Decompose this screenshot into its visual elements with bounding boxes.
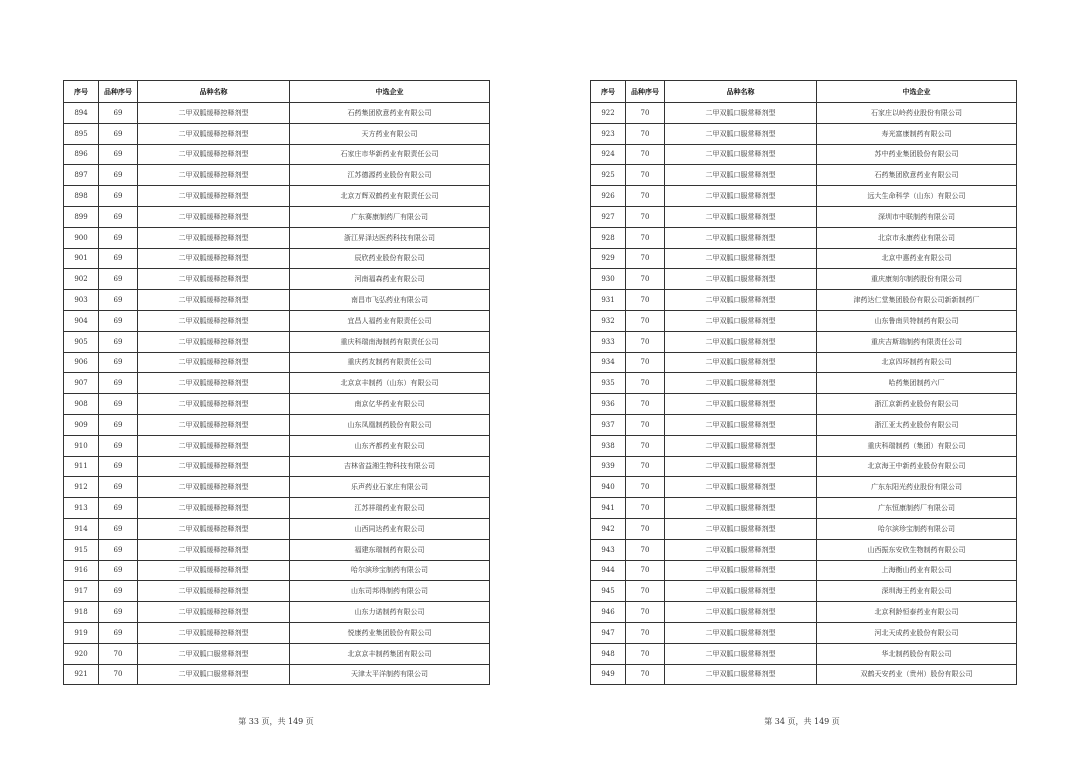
- cell-selected-company: 天津太平洋制药有限公司: [290, 664, 490, 685]
- cell-variety-name: 二甲双胍缓释控释剂型: [138, 498, 290, 519]
- cell-variety-number: 69: [99, 414, 138, 435]
- cell-selected-company: 北京海王中新药业股份有限公司: [817, 456, 1017, 477]
- table-row: [591, 518, 1017, 539]
- table-row: [591, 373, 1017, 394]
- table-row: [64, 144, 490, 165]
- cell-variety-number: 69: [99, 435, 138, 456]
- cell-variety-number: 70: [626, 394, 665, 415]
- cell-serial-number: 915: [64, 539, 99, 560]
- cell-variety-name: 二甲双胍缓释控释剂型: [138, 602, 290, 623]
- cell-variety-name: 二甲双胍缓释控释剂型: [138, 331, 290, 352]
- cell-serial-number: 948: [591, 643, 626, 664]
- cell-variety-name: 二甲双胍口服常释剂型: [665, 498, 817, 519]
- cell-variety-name: 二甲双胍缓释控释剂型: [138, 206, 290, 227]
- cell-selected-company: 石药集团欧意药业有限公司: [290, 103, 490, 124]
- cell-selected-company: 深圳市中联制药有限公司: [817, 206, 1017, 227]
- header-selected-company: 中选企业: [817, 81, 1017, 103]
- table-row: [591, 206, 1017, 227]
- cell-variety-number: 69: [99, 206, 138, 227]
- cell-variety-name: 二甲双胍缓释控释剂型: [138, 248, 290, 269]
- cell-serial-number: 926: [591, 186, 626, 207]
- table-row: [591, 269, 1017, 290]
- cell-serial-number: 920: [64, 643, 99, 664]
- cell-serial-number: 925: [591, 165, 626, 186]
- cell-selected-company: 北京利龄恒泰药业有限公司: [817, 602, 1017, 623]
- cell-selected-company: 吉林省益湘生物科技有限公司: [290, 456, 490, 477]
- cell-variety-number: 69: [99, 248, 138, 269]
- table-row: [64, 123, 490, 144]
- cell-variety-number: 70: [626, 206, 665, 227]
- table-header-row: [591, 81, 1017, 103]
- cell-serial-number: 937: [591, 414, 626, 435]
- cell-variety-number: 69: [99, 290, 138, 311]
- table-row: [64, 435, 490, 456]
- cell-selected-company: 宜昌人福药业有限责任公司: [290, 310, 490, 331]
- cell-variety-number: 69: [99, 103, 138, 124]
- cell-serial-number: 914: [64, 518, 99, 539]
- cell-selected-company: 石家庄市华新药业有限责任公司: [290, 144, 490, 165]
- cell-selected-company: 山东凤凰制药股份有限公司: [290, 414, 490, 435]
- cell-serial-number: 894: [64, 103, 99, 124]
- cell-selected-company: 乐声药业石家庄有限公司: [290, 477, 490, 498]
- cell-variety-number: 69: [99, 352, 138, 373]
- table-row: [591, 310, 1017, 331]
- cell-variety-number: 69: [99, 227, 138, 248]
- cell-variety-name: 二甲双胍缓释控释剂型: [138, 290, 290, 311]
- cell-variety-number: 70: [626, 498, 665, 519]
- left-page-table: [63, 80, 490, 685]
- cell-selected-company: 北京万辉双鹤药业有限责任公司: [290, 186, 490, 207]
- cell-serial-number: 919: [64, 622, 99, 643]
- cell-selected-company: 重庆康刻尔制药股份有限公司: [817, 269, 1017, 290]
- cell-variety-name: 二甲双胍口服常释剂型: [665, 456, 817, 477]
- cell-selected-company: 上海衡山药业有限公司: [817, 560, 1017, 581]
- cell-selected-company: 重庆吉斯瑞制药有限责任公司: [817, 331, 1017, 352]
- cell-variety-number: 69: [99, 539, 138, 560]
- cell-variety-name: 二甲双胍口服常释剂型: [665, 227, 817, 248]
- table-row: [591, 643, 1017, 664]
- cell-serial-number: 941: [591, 498, 626, 519]
- cell-variety-name: 二甲双胍口服常释剂型: [665, 414, 817, 435]
- cell-variety-name: 二甲双胍口服常释剂型: [665, 165, 817, 186]
- cell-serial-number: 895: [64, 123, 99, 144]
- cell-variety-number: 70: [626, 456, 665, 477]
- header-serial-number: 序号: [591, 81, 626, 103]
- cell-selected-company: 北京京丰制药（山东）有限公司: [290, 373, 490, 394]
- cell-serial-number: 904: [64, 310, 99, 331]
- cell-selected-company: 山东力诺制药有限公司: [290, 602, 490, 623]
- table-row: [64, 456, 490, 477]
- cell-selected-company: 辰欣药业股份有限公司: [290, 248, 490, 269]
- cell-selected-company: 南昌市飞弘药业有限公司: [290, 290, 490, 311]
- cell-variety-name: 二甲双胍口服常释剂型: [665, 310, 817, 331]
- cell-serial-number: 902: [64, 269, 99, 290]
- cell-selected-company: 石家庄以岭药业股份有限公司: [817, 103, 1017, 124]
- cell-variety-number: 69: [99, 144, 138, 165]
- cell-variety-number: 69: [99, 518, 138, 539]
- cell-variety-number: 70: [626, 269, 665, 290]
- cell-serial-number: 931: [591, 290, 626, 311]
- cell-variety-name: 二甲双胍口服常释剂型: [665, 206, 817, 227]
- cell-variety-name: 二甲双胍缓释控释剂型: [138, 186, 290, 207]
- cell-serial-number: 929: [591, 248, 626, 269]
- table-row: [591, 352, 1017, 373]
- table-row: [591, 622, 1017, 643]
- table-row: [64, 103, 490, 124]
- table-header-row: [64, 81, 490, 103]
- cell-variety-number: 69: [99, 394, 138, 415]
- cell-serial-number: 927: [591, 206, 626, 227]
- cell-selected-company: 浙江亚太药业股份有限公司: [817, 414, 1017, 435]
- cell-selected-company: 南京亿华药业有限公司: [290, 394, 490, 415]
- cell-serial-number: 949: [591, 664, 626, 685]
- cell-serial-number: 899: [64, 206, 99, 227]
- header-variety-number: 品种序号: [99, 81, 138, 103]
- cell-serial-number: 946: [591, 602, 626, 623]
- cell-variety-name: 二甲双胍口服常释剂型: [665, 123, 817, 144]
- cell-selected-company: 福建东瑞制药有限公司: [290, 539, 490, 560]
- header-variety-name: 品种名称: [138, 81, 290, 103]
- cell-variety-number: 70: [626, 414, 665, 435]
- cell-variety-name: 二甲双胍口服常释剂型: [665, 435, 817, 456]
- cell-variety-name: 二甲双胍缓释控释剂型: [138, 394, 290, 415]
- cell-selected-company: 浙江昇泽达医药科技有限公司: [290, 227, 490, 248]
- cell-selected-company: 远大生命科学（山东）有限公司: [817, 186, 1017, 207]
- table-row: [64, 477, 490, 498]
- cell-selected-company: 哈尔滨珍宝制药有限公司: [817, 518, 1017, 539]
- cell-serial-number: 905: [64, 331, 99, 352]
- cell-variety-number: 70: [626, 664, 665, 685]
- table-row: [64, 331, 490, 352]
- right-page-table: [590, 80, 1017, 685]
- cell-selected-company: 寿光富康制药有限公司: [817, 123, 1017, 144]
- cell-serial-number: 940: [591, 477, 626, 498]
- cell-variety-number: 69: [99, 310, 138, 331]
- cell-selected-company: 浙江京新药业股份有限公司: [817, 394, 1017, 415]
- cell-variety-name: 二甲双胍缓释控释剂型: [138, 622, 290, 643]
- cell-selected-company: 江苏祥瑞药业有限公司: [290, 498, 490, 519]
- cell-variety-number: 70: [626, 477, 665, 498]
- table-row: [64, 394, 490, 415]
- cell-selected-company: 重庆科瑞制药（集团）有限公司: [817, 435, 1017, 456]
- cell-selected-company: 山西振东安欣生物制药有限公司: [817, 539, 1017, 560]
- cell-variety-name: 二甲双胍缓释控释剂型: [138, 310, 290, 331]
- table-row: [64, 373, 490, 394]
- cell-variety-number: 70: [626, 103, 665, 124]
- cell-variety-name: 二甲双胍缓释控释剂型: [138, 352, 290, 373]
- cell-selected-company: 广东恒康制药厂有限公司: [817, 498, 1017, 519]
- cell-variety-name: 二甲双胍口服常释剂型: [665, 248, 817, 269]
- cell-variety-name: 二甲双胍缓释控释剂型: [138, 435, 290, 456]
- cell-selected-company: 双鹤天安药业（贵州）股份有限公司: [817, 664, 1017, 685]
- table-row: [64, 414, 490, 435]
- table-row: [64, 227, 490, 248]
- cell-variety-number: 69: [99, 123, 138, 144]
- cell-selected-company: 深圳海王药业有限公司: [817, 581, 1017, 602]
- table-row: [591, 331, 1017, 352]
- cell-variety-name: 二甲双胍口服常释剂型: [665, 331, 817, 352]
- cell-serial-number: 897: [64, 165, 99, 186]
- cell-serial-number: 921: [64, 664, 99, 685]
- cell-serial-number: 939: [591, 456, 626, 477]
- cell-variety-number: 70: [626, 186, 665, 207]
- table-row: [591, 435, 1017, 456]
- cell-selected-company: 苏中药业集团股份有限公司: [817, 144, 1017, 165]
- cell-variety-name: 二甲双胍缓释控释剂型: [138, 227, 290, 248]
- cell-serial-number: 912: [64, 477, 99, 498]
- cell-variety-number: 70: [626, 227, 665, 248]
- cell-variety-number: 70: [626, 560, 665, 581]
- table-row: [64, 206, 490, 227]
- table-row: [591, 144, 1017, 165]
- cell-variety-name: 二甲双胍缓释控释剂型: [138, 539, 290, 560]
- cell-variety-name: 二甲双胍口服常释剂型: [665, 373, 817, 394]
- cell-variety-name: 二甲双胍缓释控释剂型: [138, 581, 290, 602]
- cell-variety-name: 二甲双胍缓释控释剂型: [138, 518, 290, 539]
- cell-variety-name: 二甲双胍缓释控释剂型: [138, 373, 290, 394]
- cell-selected-company: 华北制药股份有限公司: [817, 643, 1017, 664]
- header-serial-number: 序号: [64, 81, 99, 103]
- cell-serial-number: 933: [591, 331, 626, 352]
- cell-selected-company: 河北天成药业股份有限公司: [817, 622, 1017, 643]
- cell-variety-number: 70: [99, 664, 138, 685]
- table-row: [591, 248, 1017, 269]
- cell-selected-company: 重庆药友制药有限责任公司: [290, 352, 490, 373]
- cell-variety-number: 69: [99, 456, 138, 477]
- cell-serial-number: 942: [591, 518, 626, 539]
- cell-variety-number: 70: [626, 602, 665, 623]
- cell-variety-number: 70: [626, 643, 665, 664]
- cell-serial-number: 917: [64, 581, 99, 602]
- cell-variety-name: 二甲双胍口服常释剂型: [138, 664, 290, 685]
- cell-variety-name: 二甲双胍缓释控释剂型: [138, 103, 290, 124]
- cell-variety-number: 70: [99, 643, 138, 664]
- cell-variety-name: 二甲双胍缓释控释剂型: [138, 414, 290, 435]
- cell-variety-name: 二甲双胍缓释控释剂型: [138, 165, 290, 186]
- table-row: [64, 581, 490, 602]
- cell-variety-name: 二甲双胍口服常释剂型: [665, 290, 817, 311]
- cell-variety-name: 二甲双胍口服常释剂型: [665, 581, 817, 602]
- cell-variety-name: 二甲双胍口服常释剂型: [665, 518, 817, 539]
- cell-variety-number: 70: [626, 435, 665, 456]
- cell-serial-number: 930: [591, 269, 626, 290]
- table-row: [591, 581, 1017, 602]
- cell-selected-company: 山东鲁南贝特制药有限公司: [817, 310, 1017, 331]
- cell-variety-name: 二甲双胍口服常释剂型: [138, 643, 290, 664]
- cell-variety-number: 69: [99, 373, 138, 394]
- cell-selected-company: 北京四环制药有限公司: [817, 352, 1017, 373]
- cell-serial-number: 916: [64, 560, 99, 581]
- cell-selected-company: 哈药集团制药六厂: [817, 373, 1017, 394]
- cell-selected-company: 北京京丰制药集团有限公司: [290, 643, 490, 664]
- table-row: [591, 394, 1017, 415]
- cell-serial-number: 901: [64, 248, 99, 269]
- table-row: [64, 602, 490, 623]
- cell-serial-number: 932: [591, 310, 626, 331]
- cell-serial-number: 900: [64, 227, 99, 248]
- cell-variety-name: 二甲双胍缓释控释剂型: [138, 269, 290, 290]
- table-row: [64, 186, 490, 207]
- cell-variety-name: 二甲双胍缓释控释剂型: [138, 456, 290, 477]
- cell-serial-number: 923: [591, 123, 626, 144]
- cell-variety-number: 69: [99, 269, 138, 290]
- table-row: [64, 352, 490, 373]
- table-row: [591, 186, 1017, 207]
- table-row: [64, 248, 490, 269]
- cell-variety-number: 69: [99, 165, 138, 186]
- table-row: [591, 456, 1017, 477]
- cell-variety-number: 69: [99, 331, 138, 352]
- cell-selected-company: 北京市永康药业有限公司: [817, 227, 1017, 248]
- cell-variety-number: 70: [626, 123, 665, 144]
- cell-variety-name: 二甲双胍口服常释剂型: [665, 394, 817, 415]
- cell-serial-number: 918: [64, 602, 99, 623]
- cell-selected-company: 广东东阳光药业股份有限公司: [817, 477, 1017, 498]
- table-row: [64, 560, 490, 581]
- cell-serial-number: 898: [64, 186, 99, 207]
- cell-selected-company: 哈尔滨珍宝制药有限公司: [290, 560, 490, 581]
- cell-variety-number: 70: [626, 622, 665, 643]
- cell-variety-name: 二甲双胍口服常释剂型: [665, 103, 817, 124]
- cell-variety-number: 70: [626, 310, 665, 331]
- table-row: [64, 622, 490, 643]
- cell-selected-company: 天方药业有限公司: [290, 123, 490, 144]
- cell-variety-name: 二甲双胍口服常释剂型: [665, 186, 817, 207]
- table-row: [591, 602, 1017, 623]
- cell-serial-number: 944: [591, 560, 626, 581]
- cell-variety-name: 二甲双胍口服常释剂型: [665, 269, 817, 290]
- cell-selected-company: 重庆科瑞南海制药有限责任公司: [290, 331, 490, 352]
- cell-variety-number: 70: [626, 518, 665, 539]
- table-row: [591, 227, 1017, 248]
- cell-variety-name: 二甲双胍缓释控释剂型: [138, 477, 290, 498]
- cell-selected-company: 广东赛康制药厂有限公司: [290, 206, 490, 227]
- table-row: [591, 165, 1017, 186]
- cell-variety-number: 69: [99, 186, 138, 207]
- cell-variety-name: 二甲双胍口服常释剂型: [665, 477, 817, 498]
- table-row: [64, 498, 490, 519]
- cell-variety-number: 69: [99, 498, 138, 519]
- table-row: [591, 539, 1017, 560]
- table-row: [591, 477, 1017, 498]
- cell-serial-number: 928: [591, 227, 626, 248]
- cell-variety-number: 69: [99, 581, 138, 602]
- page-footer-right: 第 34 页，共 149 页: [764, 717, 840, 726]
- cell-serial-number: 908: [64, 394, 99, 415]
- cell-variety-name: 二甲双胍口服常释剂型: [665, 643, 817, 664]
- table-row: [591, 664, 1017, 685]
- table-row: [64, 310, 490, 331]
- cell-selected-company: 山西同达药业有限公司: [290, 518, 490, 539]
- table-row: [64, 539, 490, 560]
- cell-variety-number: 69: [99, 477, 138, 498]
- cell-selected-company: 江苏德源药业股份有限公司: [290, 165, 490, 186]
- table-row: [591, 414, 1017, 435]
- cell-serial-number: 934: [591, 352, 626, 373]
- table-row: [591, 103, 1017, 124]
- cell-serial-number: 907: [64, 373, 99, 394]
- table-row: [64, 643, 490, 664]
- cell-serial-number: 903: [64, 290, 99, 311]
- table-row: [64, 290, 490, 311]
- cell-serial-number: 906: [64, 352, 99, 373]
- cell-serial-number: 936: [591, 394, 626, 415]
- cell-selected-company: 悦康药业集团股份有限公司: [290, 622, 490, 643]
- table-row: [591, 290, 1017, 311]
- left-table-body: [64, 103, 490, 685]
- right-table-body: [591, 103, 1017, 685]
- cell-variety-name: 二甲双胍口服常释剂型: [665, 560, 817, 581]
- cell-serial-number: 924: [591, 144, 626, 165]
- table-row: [64, 518, 490, 539]
- header-selected-company: 中选企业: [290, 81, 490, 103]
- cell-serial-number: 909: [64, 414, 99, 435]
- cell-variety-name: 二甲双胍缓释控释剂型: [138, 123, 290, 144]
- cell-serial-number: 935: [591, 373, 626, 394]
- cell-serial-number: 943: [591, 539, 626, 560]
- cell-serial-number: 896: [64, 144, 99, 165]
- cell-variety-number: 70: [626, 165, 665, 186]
- cell-serial-number: 938: [591, 435, 626, 456]
- cell-serial-number: 910: [64, 435, 99, 456]
- header-variety-number: 品种序号: [626, 81, 665, 103]
- cell-variety-number: 70: [626, 352, 665, 373]
- cell-selected-company: 山东司邦得制药有限公司: [290, 581, 490, 602]
- table-row: [591, 498, 1017, 519]
- table-row: [591, 560, 1017, 581]
- cell-variety-name: 二甲双胍口服常释剂型: [665, 622, 817, 643]
- cell-variety-number: 69: [99, 602, 138, 623]
- table-row: [64, 165, 490, 186]
- cell-variety-name: 二甲双胍口服常释剂型: [665, 352, 817, 373]
- cell-selected-company: 河南福森药业有限公司: [290, 269, 490, 290]
- cell-selected-company: 山东齐都药业有限公司: [290, 435, 490, 456]
- cell-variety-name: 二甲双胍口服常释剂型: [665, 539, 817, 560]
- cell-serial-number: 947: [591, 622, 626, 643]
- cell-selected-company: 北京中惠药业有限公司: [817, 248, 1017, 269]
- cell-variety-number: 70: [626, 144, 665, 165]
- cell-variety-number: 70: [626, 331, 665, 352]
- cell-serial-number: 922: [591, 103, 626, 124]
- cell-variety-number: 69: [99, 560, 138, 581]
- header-variety-name: 品种名称: [665, 81, 817, 103]
- cell-variety-name: 二甲双胍口服常释剂型: [665, 602, 817, 623]
- cell-serial-number: 945: [591, 581, 626, 602]
- cell-variety-number: 70: [626, 373, 665, 394]
- cell-variety-name: 二甲双胍口服常释剂型: [665, 664, 817, 685]
- cell-variety-name: 二甲双胍口服常释剂型: [665, 144, 817, 165]
- cell-selected-company: 石药集团欧意药业有限公司: [817, 165, 1017, 186]
- cell-variety-number: 70: [626, 248, 665, 269]
- page-footer-left: 第 33 页，共 149 页: [238, 717, 314, 726]
- cell-variety-number: 70: [626, 581, 665, 602]
- cell-variety-number: 69: [99, 622, 138, 643]
- table-row: [64, 664, 490, 685]
- cell-variety-name: 二甲双胍缓释控释剂型: [138, 144, 290, 165]
- cell-serial-number: 911: [64, 456, 99, 477]
- cell-variety-name: 二甲双胍缓释控释剂型: [138, 560, 290, 581]
- cell-serial-number: 913: [64, 498, 99, 519]
- cell-variety-number: 70: [626, 539, 665, 560]
- cell-variety-number: 70: [626, 290, 665, 311]
- table-row: [64, 269, 490, 290]
- cell-selected-company: 津药达仁堂集团股份有限公司新新制药厂: [817, 290, 1017, 311]
- table-row: [591, 123, 1017, 144]
